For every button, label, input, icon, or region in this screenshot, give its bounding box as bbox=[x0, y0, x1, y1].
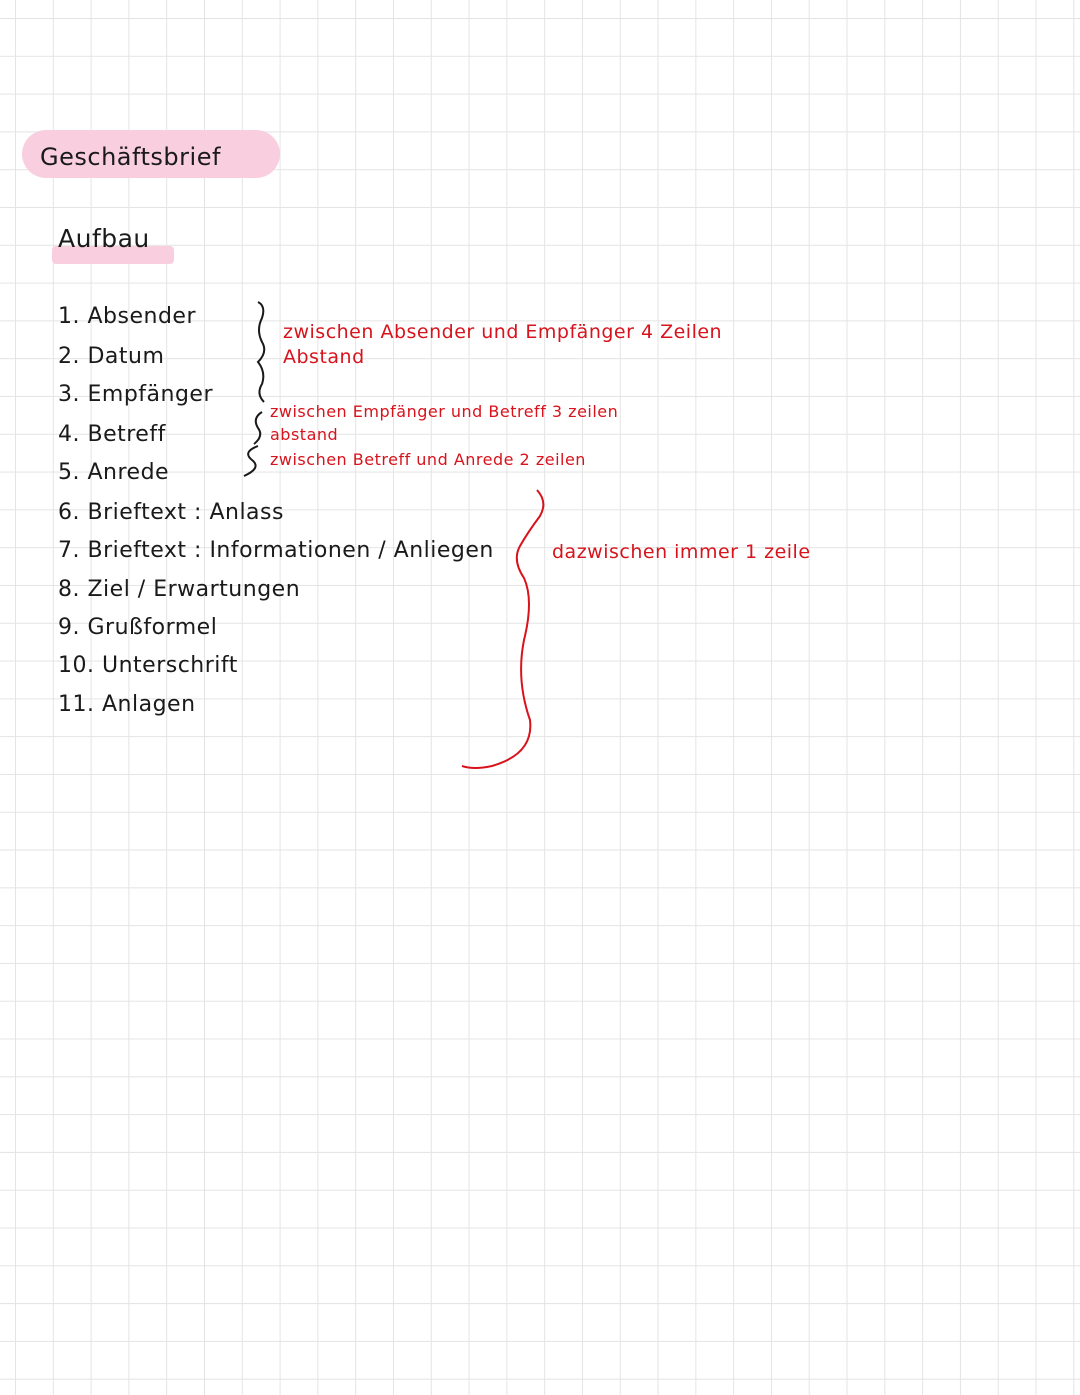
list-item-betreff: 4. Betreff bbox=[58, 422, 166, 447]
list-item-unterschrift: 10. Unterschrift bbox=[58, 653, 238, 678]
list-item-anlagen: 11. Anlagen bbox=[58, 692, 196, 717]
note-empfaenger-betreff-abstand: abstand bbox=[270, 425, 339, 444]
note-brieftext-spacing: dazwischen immer 1 zeile bbox=[552, 541, 811, 563]
list-item-grussformel: 9. Grußformel bbox=[58, 615, 218, 640]
note-empfaenger-betreff: zwischen Empfänger und Betreff 3 zeilen bbox=[270, 402, 619, 421]
note-absender-empfaenger: zwischen Absender und Empfänger 4 Zeilen bbox=[283, 321, 723, 343]
list-item-absender: 1. Absender bbox=[58, 304, 196, 329]
list-item-empfaenger: 3. Empfänger bbox=[58, 382, 213, 407]
brace-brieftext-anlagen bbox=[462, 490, 543, 768]
list-item-datum: 2. Datum bbox=[58, 344, 165, 369]
list-item-ziel: 8. Ziel / Erwartungen bbox=[58, 577, 301, 602]
note-betreff-anrede: zwischen Betreff und Anrede 2 zeilen bbox=[270, 450, 586, 469]
list-item-brieftext-anlass: 6. Brieftext : Anlass bbox=[58, 500, 284, 525]
section-heading: Aufbau bbox=[58, 224, 150, 253]
brace-empfaenger-betreff bbox=[254, 412, 262, 444]
brace-betreff-anrede bbox=[244, 446, 258, 476]
list-item-brieftext-informationen: 7. Brieftext : Informationen / Anliegen bbox=[58, 538, 494, 563]
brace-absender-empfaenger bbox=[258, 302, 264, 402]
note-absender-empfaenger-abstand: Abstand bbox=[283, 346, 365, 368]
list-item-anrede: 5. Anrede bbox=[58, 460, 170, 485]
page-title: Geschäftsbrief bbox=[40, 143, 221, 171]
